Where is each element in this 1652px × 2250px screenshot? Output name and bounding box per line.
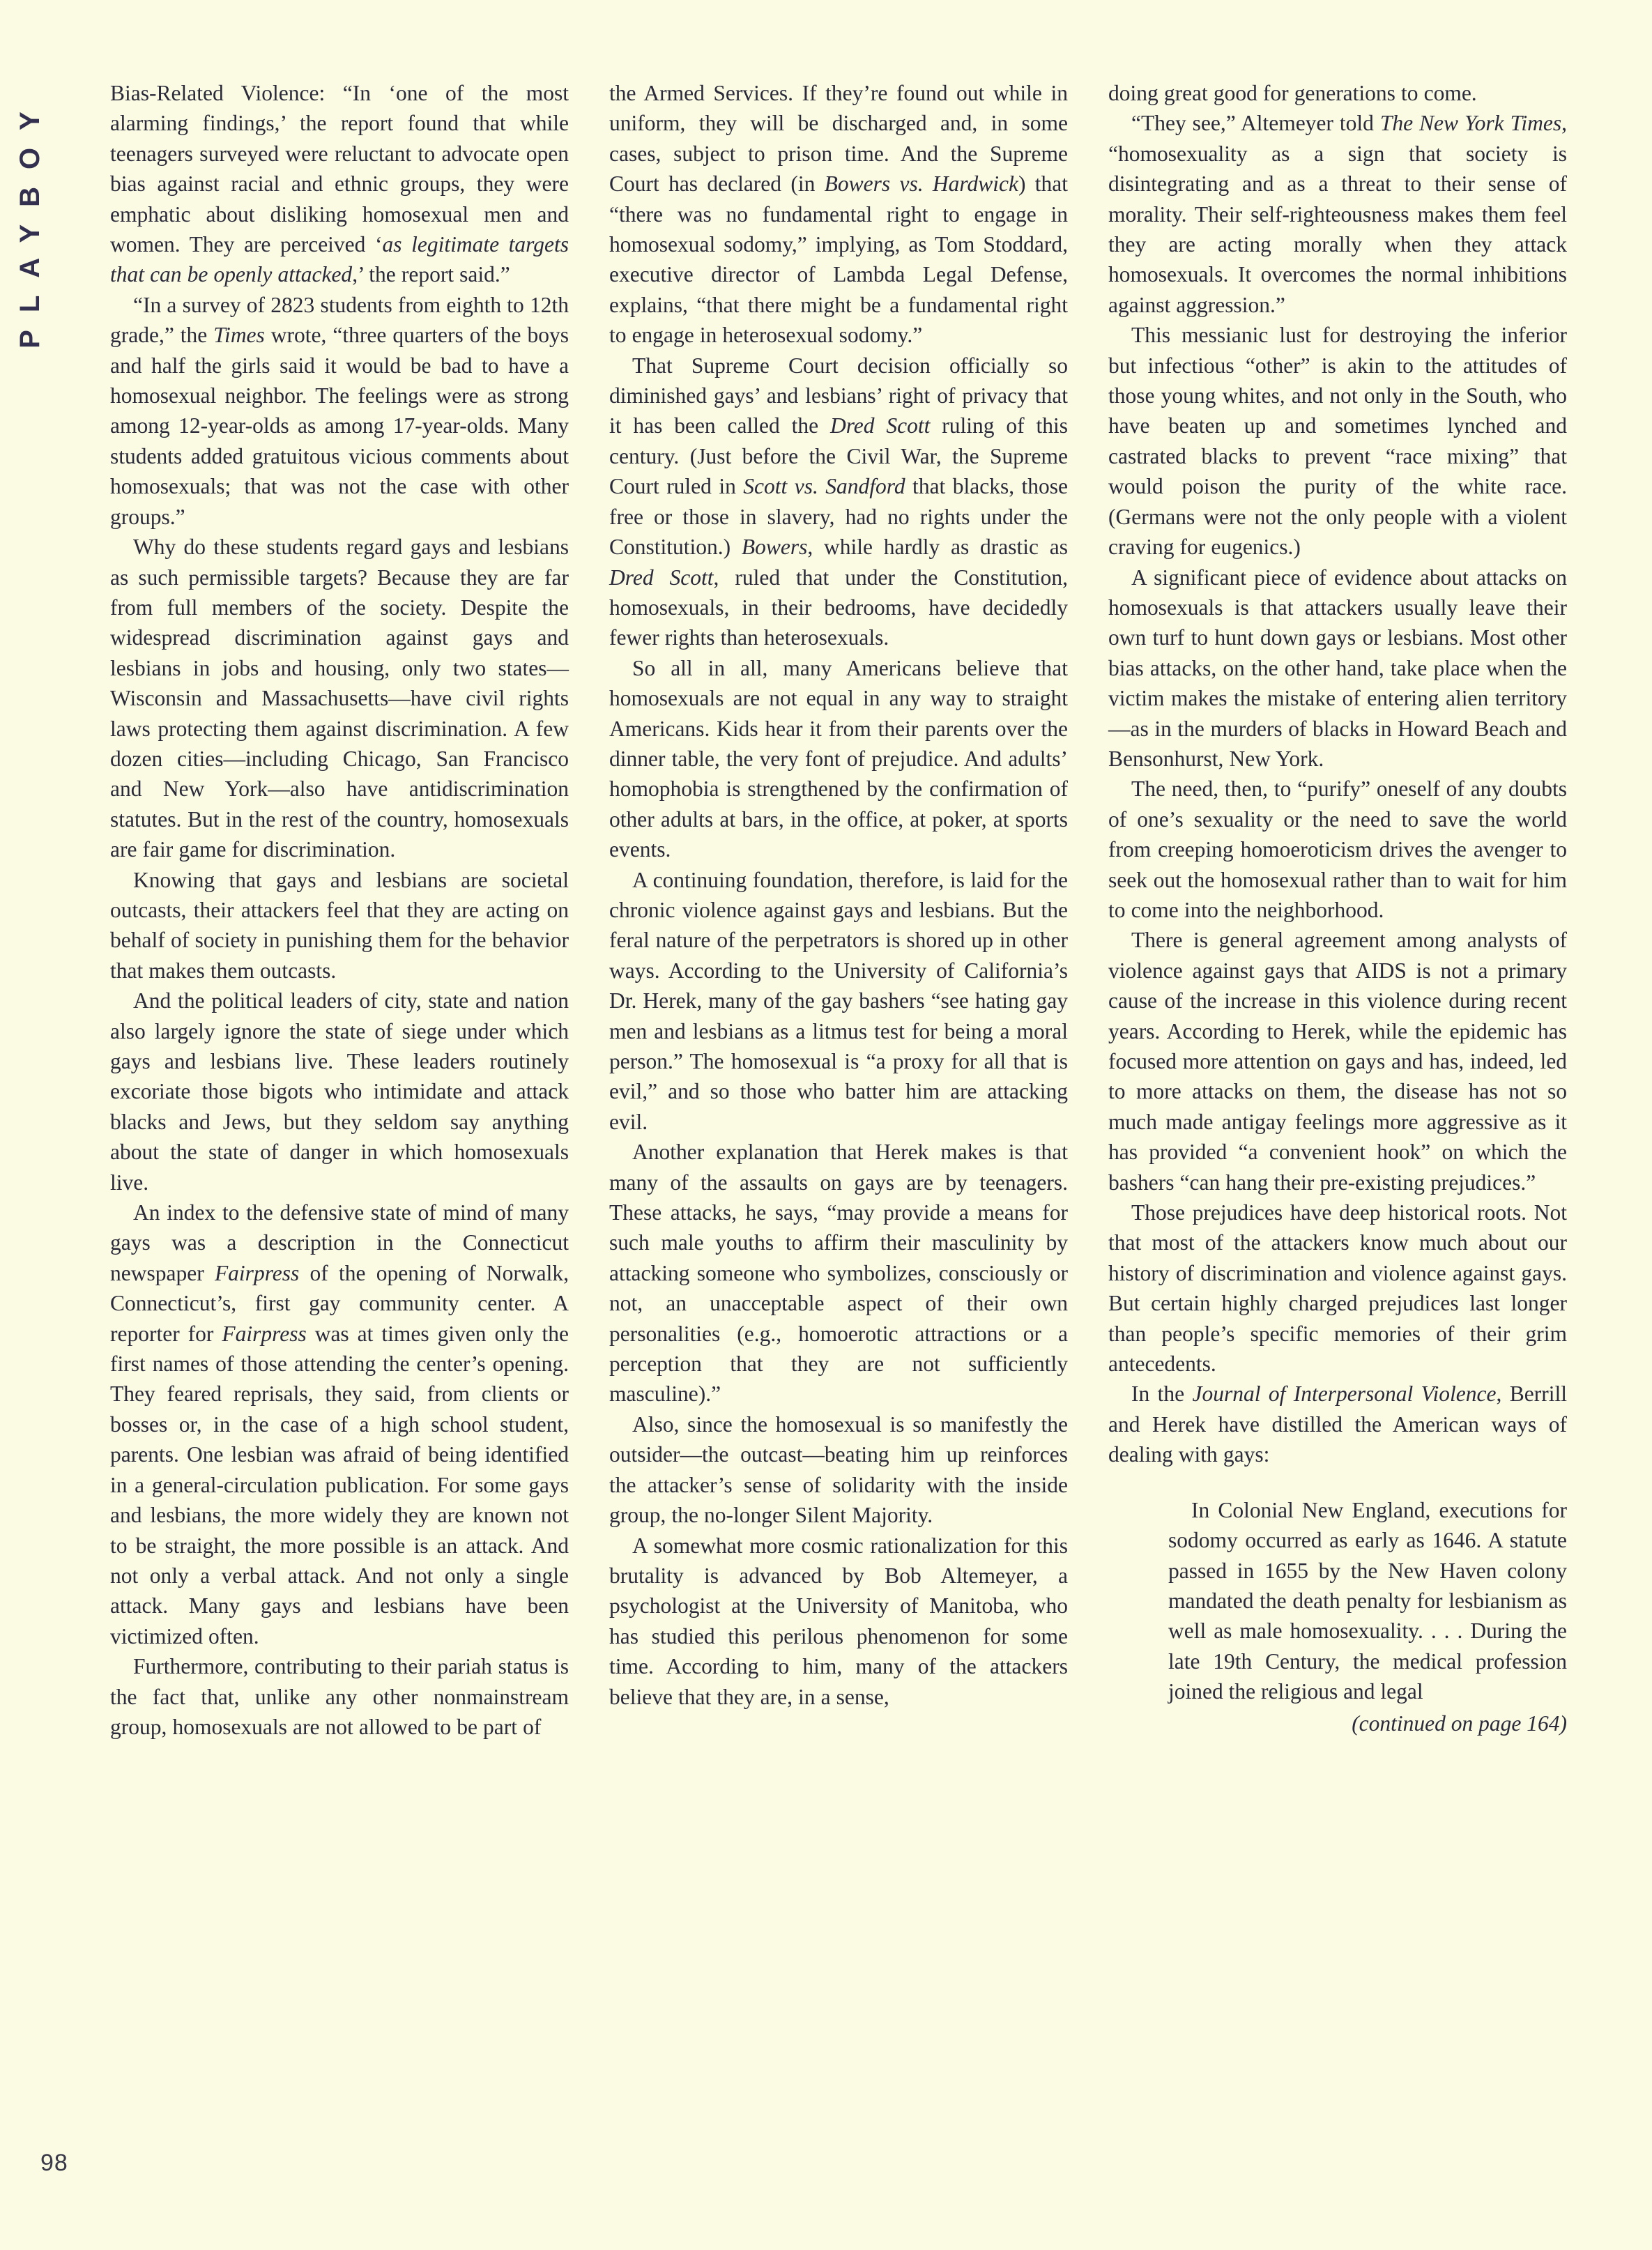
paragraph: “In a survey of 2823 students from eighth to 12th grade,” the Times wrote, “three quarters of the boys and half the girls said it would be bad to have a homosexual neighbor. The feelings were as strong among 12-year-olds as among 17-year-olds. Many students added gratuitous vicious comments about homosexuals; that was not the case with other groups.” [110,292,569,529]
continued-note: (continued on page 164) [1352,1711,1567,1736]
paragraph: doing great good for generations to come. [1108,81,1477,105]
emphasis: as legitimate targets that can be openly attacked [110,232,569,287]
block-quotation: In Colonial New England, executions for sodomy occurred as early as 1646. A statute passed in 1655 by the New Haven colony mandated the death penalty for lesbianism as well as male homosexuality. . . . During the late 19th Century, the medical profession joined the religious and legal [1168,1497,1567,1704]
emphasis: Dred Scott [609,565,714,590]
emphasis: Journal of Interpersonal Violence [1192,1382,1497,1407]
paragraph: In the Journal of Interpersonal Violence, Berrill and Herek have distilled the American ways of dealing with gays: [1108,1382,1567,1467]
emphasis: Fairpress [222,1321,307,1346]
vertical-masthead [0,66,60,387]
paragraph: Also, since the homosexual is so manifestly the outsider—the outcast—beating him up reinforces the attacker’s sense of solidarity with the inside group, the no-longer Silent Majority. [609,1411,1068,1528]
paragraph: Another explanation that Herek makes is that many of the assaults on gays are by teenagers. These attacks, he says, “may provide a means for such male youths to affirm their masculinity by attacking someone who symbolizes, consciously or not, an unacceptable aspect of their own personalities (e.g., homoerotic attractions or a perception that they are not sufficiently masculine).” [609,1140,1068,1407]
text-column-one [110,78,569,2141]
paragraph: The need, then, to “purify” oneself of any doubts of one’s sexuality or the need to save the world from creeping homoeroticism drives the avenger to seek out the homosexual rather than to wait for him to come into the neighborhood. [1108,776,1567,922]
page-number: 98 [40,2150,68,2176]
article-body [110,78,1567,2141]
paragraph: There is general agreement among analysts of violence against gays that AIDS is not a primary cause of the increase in this violence during recent years. According to Herek, while the epidemic has focused more attention on gays and has, indeed, led to more attacks on them, the disease has not so much made antigay feelings more aggressive as it has provided “a convenient hook” on which the bashers “can hang their pre-existing prejudices.” [1108,928,1567,1195]
emphasis: The New York Times [1379,111,1562,136]
paragraph: Furthermore, contributing to their pariah status is the fact that, unlike any other nonmainstream group, homosexuals are not allowed to be part of [110,1654,569,1739]
paragraph: the Armed Services. If they’re found out while in uniform, they will be discharged and, in some cases, subject to prison time. And the Supreme Court has declared (in Bowers vs. Hardwick) that “there was no fundamental right to engage in homosexual sodomy,” implying, as Tom Stoddard, executive director of Lambda Legal Defense, explains, “that there might be a fundamental right to engage in heterosexual sodomy.” [609,81,1069,348]
paragraph: That Supreme Court decision officially so diminished gays’ and lesbians’ right of privacy that it has been called the Dred Scott ruling of this century. (Just before the Civil War, the Supreme Court ruled in Scott vs. Sandford that blacks, those free or those in slavery, had no rights under the Constitution.) Bowers, while hardly as drastic as Dred Scott, ruled that under the Constitution, homosexuals, in their bedrooms, have decidedly fewer rights than heterosexuals. [609,353,1069,650]
paragraph: And the political leaders of city, state and nation also largely ignore the state of siege under which gays and lesbians live. These leaders routinely excoriate those bigots who intimidate and attack blacks and Jews, but they seldom say anything about the state of danger in which homosexuals live. [110,988,569,1195]
paragraph: This messianic lust for destroying the inferior but infectious “other” is akin to the attitudes of those young whites, and not only in the South, who have beaten up and sometimes lynched and castrated blacks to prevent “race mixing” that would poison the purity of the white race. (Germans were not the only people with a violent craving for eugenics.) [1108,323,1567,560]
paragraph: Those prejudices have deep historical roots. Not that most of the attackers know much about our history of discrimination and violence against gays. But certain highly charged prejudices last longer than people’s specific memories of their grim antecedents. [1108,1200,1567,1377]
vertical-masthead-label: PLAYBOY [14,94,45,349]
paragraph: Why do these students regard gays and lesbians as such permissible targets? Because they are far from full members of the society. Despite the widespread discrimination against gays and lesbians in jobs and housing, only two states—Wisconsin and Massachusetts—have civil rights laws protecting them against discrimination. A few dozen cities—including Chicago, San Francisco and New York—also have antidiscrimination statutes. But in the rest of the country, homosexuals are fair game for discrimination. [110,535,569,862]
emphasis: Scott vs. Sandford [743,474,905,499]
text-column-three [1108,78,1567,2141]
emphasis: Fairpress [214,1260,300,1285]
paragraph: Bias-Related Violence: “In ‘one of the most alarming findings,’ the report found that while teenagers surveyed were reluctant to advocate open bias against racial and ethnic groups, they were emphatic about disliking homosexual men and women. They are perceived ‘as legitimate targets that can be openly attacked,’ the report said.” [110,81,569,287]
emphasis: Dred Scott [829,413,931,438]
paragraph: A continuing foundation, therefore, is laid for the chronic violence against gays and lesbians. But the feral nature of the perpetrators is shored up in other ways. According to the University of California’s Dr. Herek, many of the gay bashers “see hating gay men and lesbians as a litmus test for being a moral person.” The homosexual is “a proxy for all that is evil,” and so those who batter him are attacking evil. [609,867,1068,1134]
emphasis: Bowers [741,535,808,560]
emphasis: Bowers vs. Hardwick [824,171,1018,197]
text-column-two [609,78,1068,2141]
paragraph: Knowing that gays and lesbians are societal outcasts, their attackers feel that they are acting on behalf of society in punishing them for the behavior that makes them outcasts. [110,867,569,983]
paragraph: So all in all, many Americans believe that homosexuals are not equal in any way to straight Americans. Kids hear it from their parents over the dinner table, the very font of prejudice. And adults’ homophobia is strengthened by the confirmation of other adults at bars, in the office, at poker, at sports events. [609,655,1068,862]
emphasis: Times [213,323,265,348]
paragraph: An index to the defensive state of mind of many gays was a description in the Connecticut newspaper Fairpress of the opening of Norwalk, Connecticut’s, first gay community center. A reporter for Fairpress was at times given only the first names of those attending the center’s opening. They feared reprisals, they said, from clients or bosses or, in the case of a high school student, parents. One lesbian was afraid of being identified in a general-circulation publication. For some gays and lesbians, the more widely they are known not to be straight, the more possible is an attack. And not only a verbal attack. And not only a single attack. Many gays and lesbians have been victimized often. [110,1200,569,1648]
paragraph: A significant piece of evidence about attacks on homosexuals is that attackers usually leave their own turf to hunt down gays or lesbians. Most other bias attacks, on the other hand, take place when the victim makes the mistake of entering alien territory—as in the murders of blacks in Howard Beach and Bensonhurst, New York. [1108,565,1567,771]
paragraph: A somewhat more cosmic rationalization for this brutality is advanced by Bob Altemeyer, a psychologist at the University of Manitoba, who has studied this perilous phenomenon for some time. According to him, many of the attackers believe that they are, in a sense, [609,1533,1068,1709]
paragraph: “They see,” Altemeyer told The New York Times, “homosexuality as a sign that society is disintegrating and as a threat to their sense of morality. Their self-righteousness makes them feel they are acting morally when they attack homosexuals. It overcomes the normal inhibitions against aggression.” [1108,111,1567,317]
